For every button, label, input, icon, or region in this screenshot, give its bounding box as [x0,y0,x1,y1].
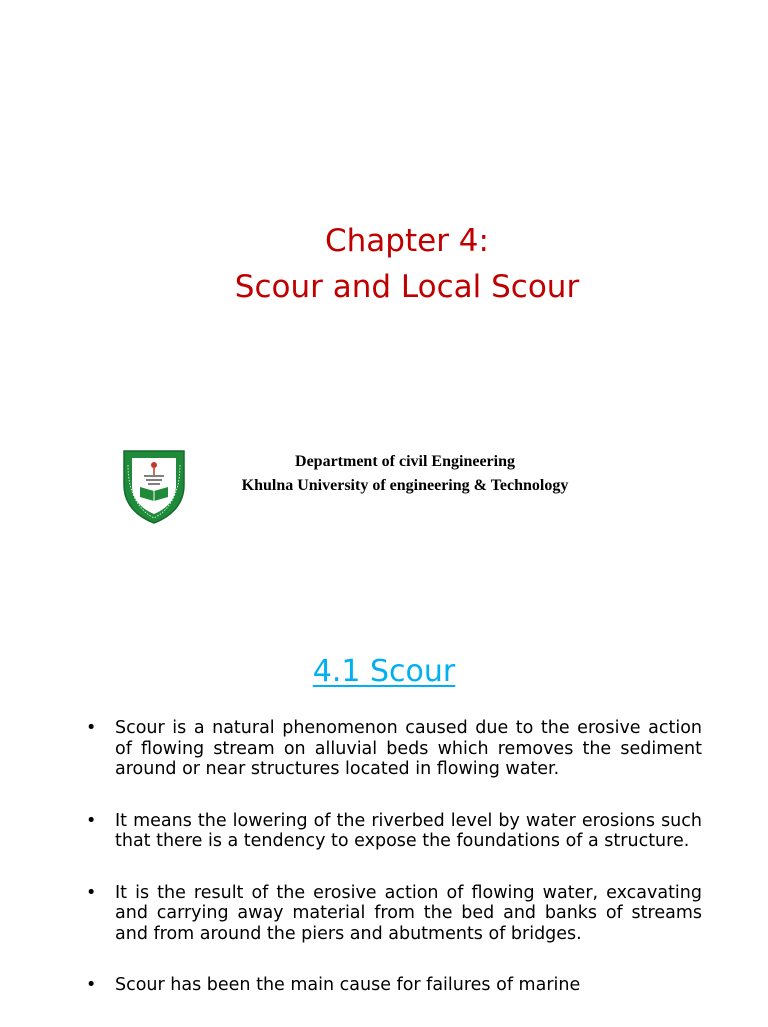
bullet-text: Scour has been the main cause for failures of marine [115,975,581,995]
bullet-text: It is the result of the erosive action of flowing water, excavating and carrying away material from the bed and banks of streams and from around the piers and abutments of bridges. [115,882,702,944]
university-name: Khulna University of engineering & Technology [241,477,569,494]
bullet-dot-icon: • [86,718,97,738]
list-item [86,975,702,996]
bullet-dot-icon: • [86,810,97,831]
bullet-text: Scour is a natural phenomenon caused due to the erosive action of flowing stream on alluvial beds which removes the sediment around or near structures located in flowing water. [115,718,702,779]
bullet-list [86,718,702,1027]
chapter-title [0,218,768,310]
section-heading: 4.1 Scour [312,654,456,689]
bullet-dot-icon: • [86,882,97,903]
chapter-number: Chapter 4: [325,223,489,259]
university-crest-icon [120,445,188,525]
chapter-name: Scour and Local Scour [234,269,580,305]
list-item [86,811,702,852]
department-name: Department of civil Engineering [295,453,515,470]
institution-block [200,450,610,498]
bullet-dot-icon: • [86,975,97,995]
list-item [86,883,702,945]
list-item [86,718,702,780]
bullet-text: It means the lowering of the riverbed level by water erosions such that there is a tendency to expose the foundations of a structure. [115,810,702,851]
